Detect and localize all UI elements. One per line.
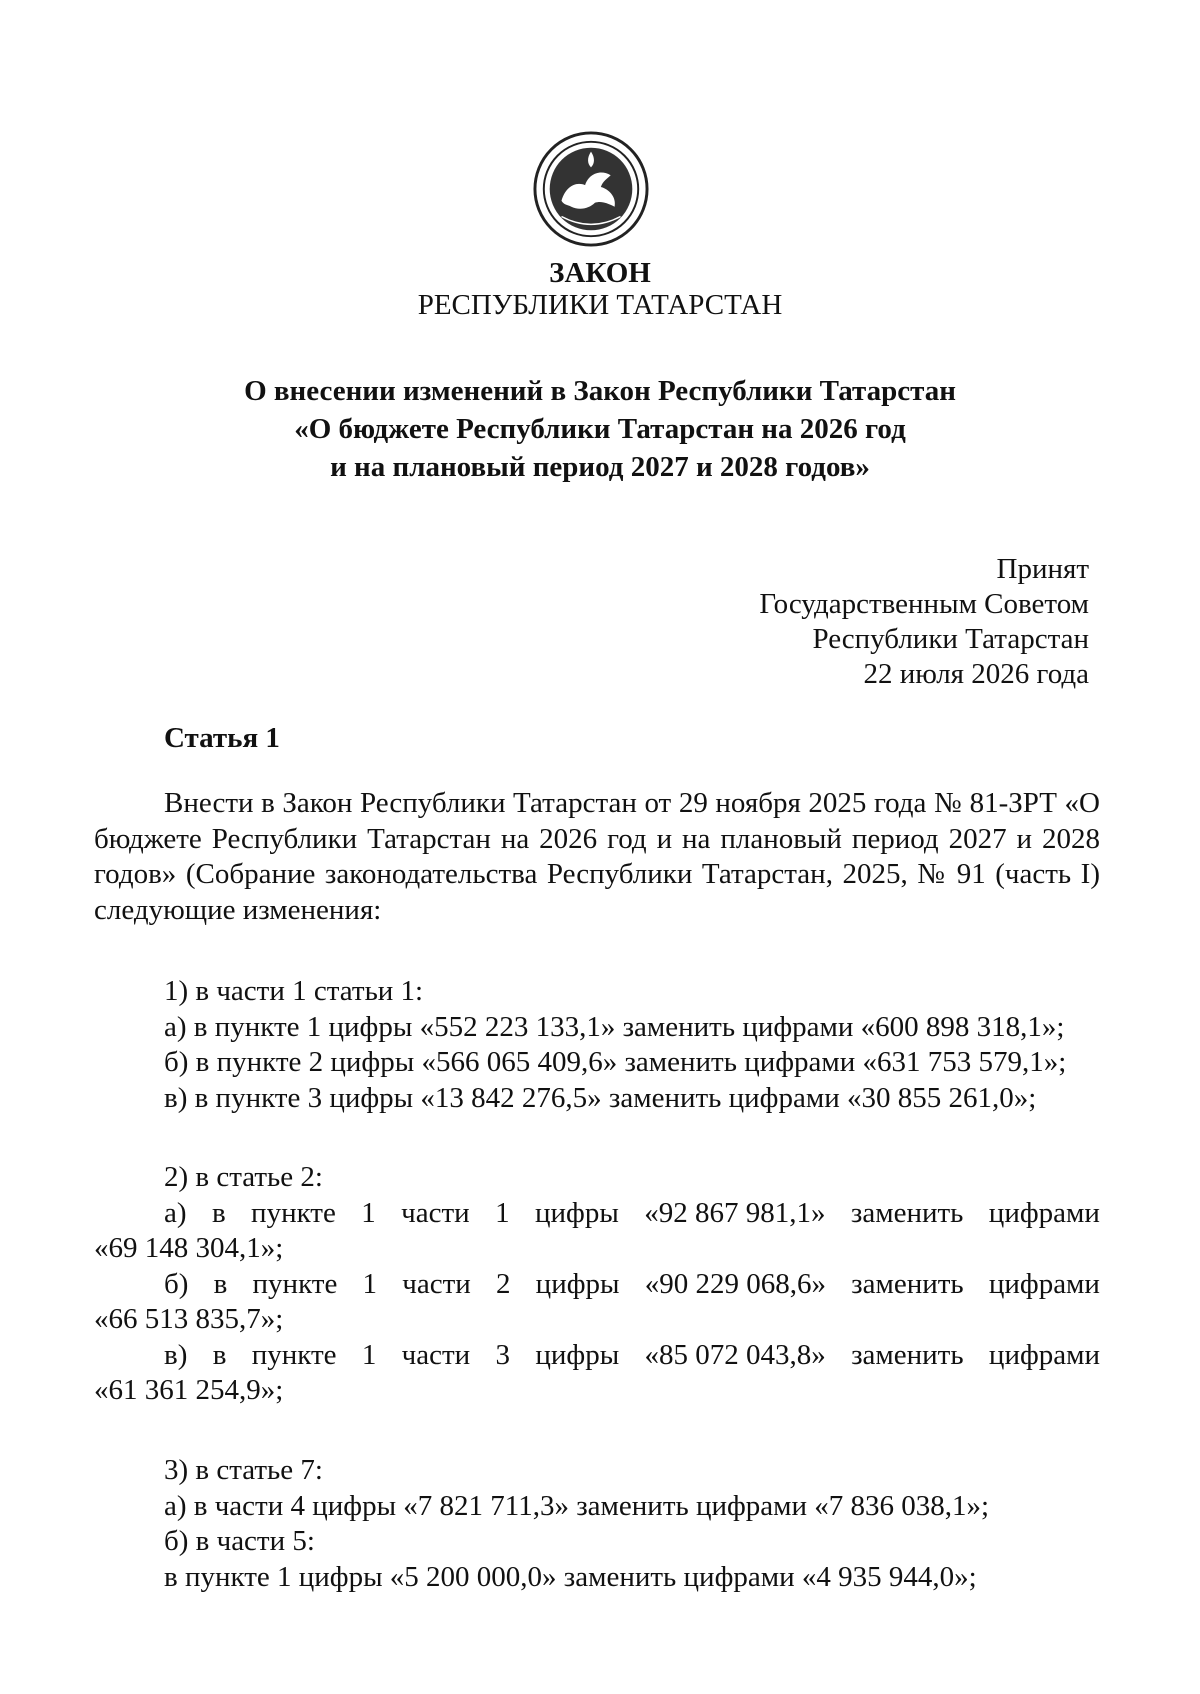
item-3-b1: в пункте 1 цифры «5 200 000,0» заменить цифрами «4 935 944,0»; [164,1560,977,1593]
word: цифры [535,1267,620,1300]
word: а) [164,1196,187,1229]
adoption-note [759,552,1089,692]
adoption-line: Республики Татарстан [812,623,1089,655]
word: в [213,1267,228,1300]
item-3-a: а) в части 4 цифры «7 821 711,3» заменить цифрами «7 836 038,1»; [164,1489,990,1522]
law-label: ЗАКОН [549,257,651,289]
item-1-c: в) в пункте 3 цифры «13 842 276,5» заменить цифрами «30 855 261,0»; [164,1081,1037,1114]
word: цифры [535,1196,619,1229]
adoption-line: 22 июля 2026 года [863,658,1089,690]
word: в [211,1196,226,1229]
adoption-line: Государственным Советом [759,588,1089,620]
item-2-a-cont: «69 148 304,1»; [94,1232,284,1264]
word: заменить [850,1196,964,1229]
word: в [212,1338,227,1371]
word: части [401,1338,471,1371]
item-2 [94,1160,1100,1409]
item-2-c [94,1338,1100,1374]
republic-label: РЕСПУБЛИКИ ТАТАРСТАН [417,289,783,321]
word: пункте [252,1267,338,1300]
item-1-a: а) в пункте 1 цифры «552 223 133,1» заменить цифрами «600 898 318,1»; [164,1010,1065,1043]
law-title-line: О внесении изменений в Закон Республики Татарстан [244,375,956,407]
word: заменить [851,1267,964,1300]
word: 3 [495,1338,511,1371]
article-title: Статья 1 [164,722,280,754]
word: цифрами [988,1267,1100,1300]
law-title-line: «О бюджете Республики Татарстан на 2026 год [294,413,906,445]
word: «90 229 068,6» [644,1267,826,1300]
item-2-a [94,1196,1100,1232]
item-2-head: 2) в статье 2: [164,1161,323,1193]
word: в) [164,1338,188,1371]
word: части [402,1267,471,1300]
adoption-line: Принят [996,553,1089,585]
item-2-c-cont: «61 361 254,9»; [94,1374,284,1406]
word: «92 867 981,1» [644,1196,826,1229]
law-title-line: и на плановый период 2027 и 2028 годов» [330,451,870,483]
item-3-head: 3) в статье 7: [164,1454,323,1486]
item-1 [94,974,1100,1116]
word: части [401,1196,470,1229]
word: «85 072 043,8» [644,1338,826,1371]
law-title [0,372,1200,486]
word: 1 [361,1338,377,1371]
item-2-b [94,1267,1100,1303]
word: 1 [361,1196,376,1229]
word: 2 [495,1267,511,1300]
item-2-b-cont: «66 513 835,7»; [94,1303,284,1335]
item-3-b: б) в части 5: [164,1525,315,1557]
word: заменить [851,1338,964,1371]
article-intro: Внести в Закон Республики Татарстан от 29 ноября 2025 года № 81-ЗРТ «О бюджете Республики Татарстан на 2026 год и на плановый период 2027 и 2028 годов» (Собрание законодательства Республики Татарстан, 2025, № 91 (часть I) следующие изменения: [94,787,1100,926]
word: цифрами [988,1196,1100,1229]
tatarstan-coat-of-arms-icon [532,130,650,248]
word: 1 [495,1196,510,1229]
item-1-head: 1) в части 1 статьи 1: [164,975,424,1007]
item-3 [94,1453,1100,1595]
word: б) [164,1267,189,1300]
word: 1 [362,1267,378,1300]
word: пункте [251,1196,336,1229]
word: цифры [535,1338,620,1371]
item-1-b: б) в пункте 2 цифры «566 065 409,6» заменить цифрами «631 753 579,1»; [164,1046,1067,1078]
word: пункте [251,1338,337,1371]
word: цифрами [988,1338,1100,1371]
